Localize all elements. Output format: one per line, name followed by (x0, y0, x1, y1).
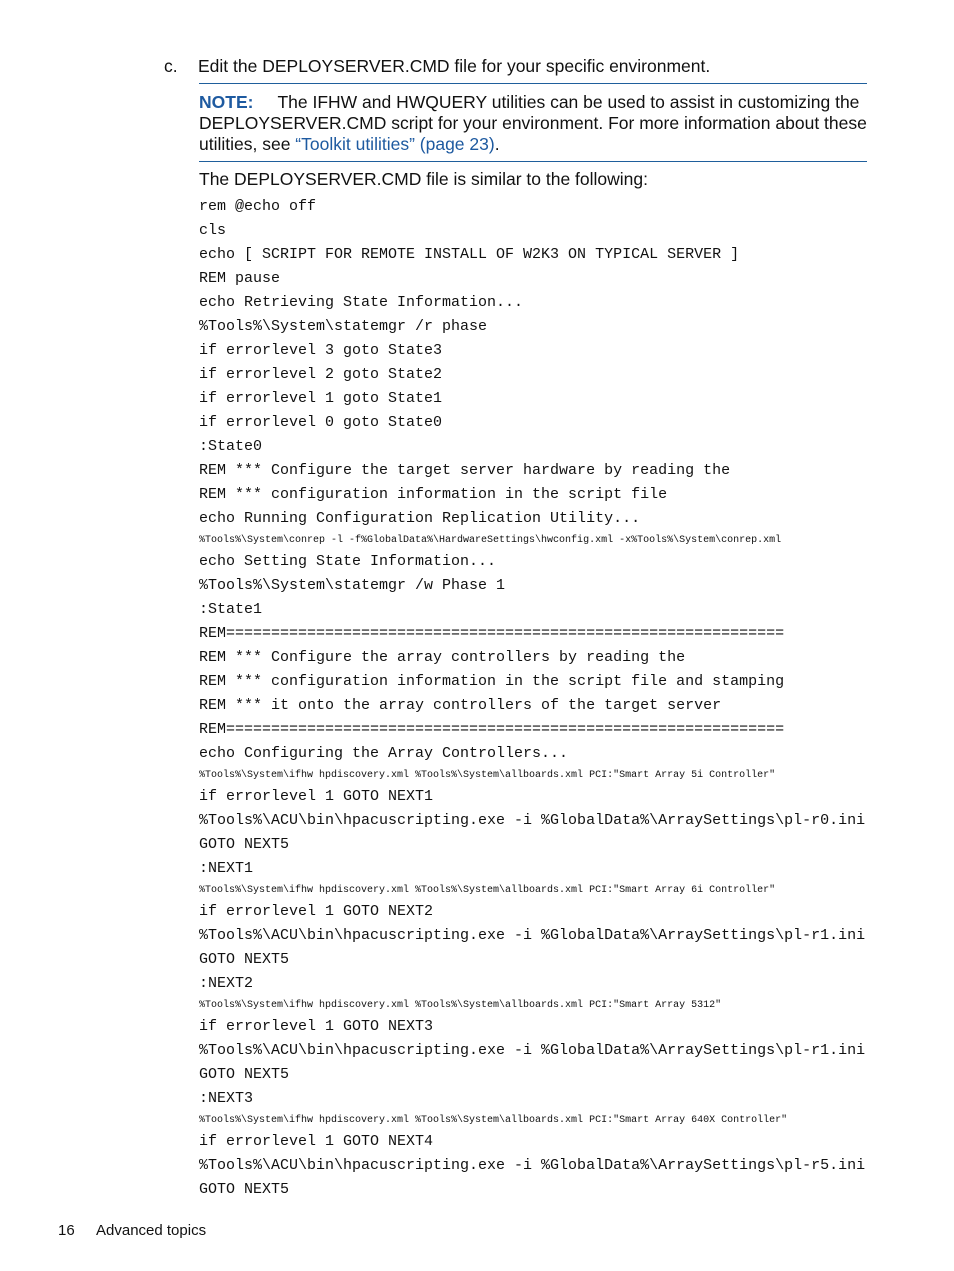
code-line: if errorlevel 0 goto State0 (199, 414, 443, 431)
code-line: echo [ SCRIPT FOR REMOTE INSTALL OF W2K3 ON TYPICAL SERVER ] (199, 246, 740, 263)
step-marker: c. (164, 56, 178, 76)
code-line: echo Configuring the Array Controllers... (199, 745, 569, 762)
code-line: REM *** it onto the array controllers of the target server (199, 697, 722, 714)
code-line: :State1 (199, 601, 263, 618)
code-line: %Tools%\System\ifhw hpdiscovery.xml %Tools%\System\allboards.xml PCI:"Smart Array 640X Controller" (199, 1115, 788, 1126)
code-line: %Tools%\System\statemgr /w Phase 1 (199, 577, 506, 594)
code-line: cls (199, 222, 227, 239)
code-line: %Tools%\System\statemgr /r phase (199, 318, 488, 335)
note-text: The IFHW and HWQUERY utilities can be used to assist in customizing the DEPLOYSERVER.CMD script for your environment. For more information about these utilities, see (199, 92, 867, 154)
note-label: NOTE: (199, 92, 254, 112)
code-line: if errorlevel 3 goto State3 (199, 342, 443, 359)
code-line: GOTO NEXT5 (199, 1066, 290, 1083)
code-line: REM pause (199, 270, 281, 287)
code-line: %Tools%\ACU\bin\hpacuscripting.exe -i %GlobalData%\ArraySettings\pl-r0.ini (199, 812, 866, 829)
toolkit-utilities-link[interactable]: “Toolkit utilities” (page 23) (295, 134, 495, 154)
code-block (199, 195, 899, 1202)
code-line: REM============================================================== (199, 625, 785, 642)
code-line: REM *** configuration information in the script file and stamping (199, 673, 785, 690)
code-line: REM *** configuration information in the script file (199, 486, 668, 503)
code-line: %Tools%\System\ifhw hpdiscovery.xml %Tools%\System\allboards.xml PCI:"Smart Array 5312" (199, 1000, 722, 1011)
footer-section: Advanced topics (96, 1222, 207, 1239)
code-line: %Tools%\ACU\bin\hpacuscripting.exe -i %GlobalData%\ArraySettings\pl-r1.ini (199, 1042, 866, 1059)
code-line: :NEXT1 (199, 860, 254, 877)
code-line: REM============================================================== (199, 721, 785, 738)
code-line: :NEXT3 (199, 1090, 254, 1107)
page-footer (58, 1222, 206, 1239)
code-line: rem @echo off (199, 198, 317, 215)
note-text-end: . (494, 134, 500, 154)
code-line: :NEXT2 (199, 975, 254, 992)
code-line: if errorlevel 1 GOTO NEXT1 (199, 788, 434, 805)
code-line: GOTO NEXT5 (199, 951, 290, 968)
code-line: REM *** Configure the target server hardware by reading the (199, 462, 731, 479)
code-line: %Tools%\ACU\bin\hpacuscripting.exe -i %GlobalData%\ArraySettings\pl-r1.ini (199, 927, 866, 944)
step-text: Edit the DEPLOYSERVER.CMD file for your specific environment. (198, 56, 711, 76)
code-line: %Tools%\ACU\bin\hpacuscripting.exe -i %GlobalData%\ArraySettings\pl-r5.ini (199, 1157, 866, 1174)
code-line: if errorlevel 1 GOTO NEXT4 (199, 1133, 434, 1150)
code-line: echo Retrieving State Information... (199, 294, 524, 311)
code-line: echo Running Configuration Replication Utility... (199, 510, 641, 527)
code-line: echo Setting State Information... (199, 553, 497, 570)
code-line: GOTO NEXT5 (199, 1181, 290, 1198)
step-item (164, 56, 710, 77)
intro-paragraph: The DEPLOYSERVER.CMD file is similar to the following: (199, 169, 648, 189)
code-line: if errorlevel 1 GOTO NEXT2 (199, 903, 434, 920)
code-line: if errorlevel 1 goto State1 (199, 390, 443, 407)
code-line: if errorlevel 1 GOTO NEXT3 (199, 1018, 434, 1035)
code-line: %Tools%\System\ifhw hpdiscovery.xml %Tools%\System\allboards.xml PCI:"Smart Array 6i Controller" (199, 885, 776, 896)
code-line: :State0 (199, 438, 263, 455)
note-box (199, 83, 867, 162)
code-line: %Tools%\System\ifhw hpdiscovery.xml %Tools%\System\allboards.xml PCI:"Smart Array 5i Controller" (199, 770, 776, 781)
code-line: REM *** Configure the array controllers by reading the (199, 649, 686, 666)
code-line: if errorlevel 2 goto State2 (199, 366, 443, 383)
code-line: GOTO NEXT5 (199, 836, 290, 853)
code-line: %Tools%\System\conrep -l -f%GlobalData%\HardwareSettings\hwconfig.xml -x%Tools%\System\conrep.xml (199, 535, 782, 546)
page-number: 16 (58, 1222, 75, 1239)
